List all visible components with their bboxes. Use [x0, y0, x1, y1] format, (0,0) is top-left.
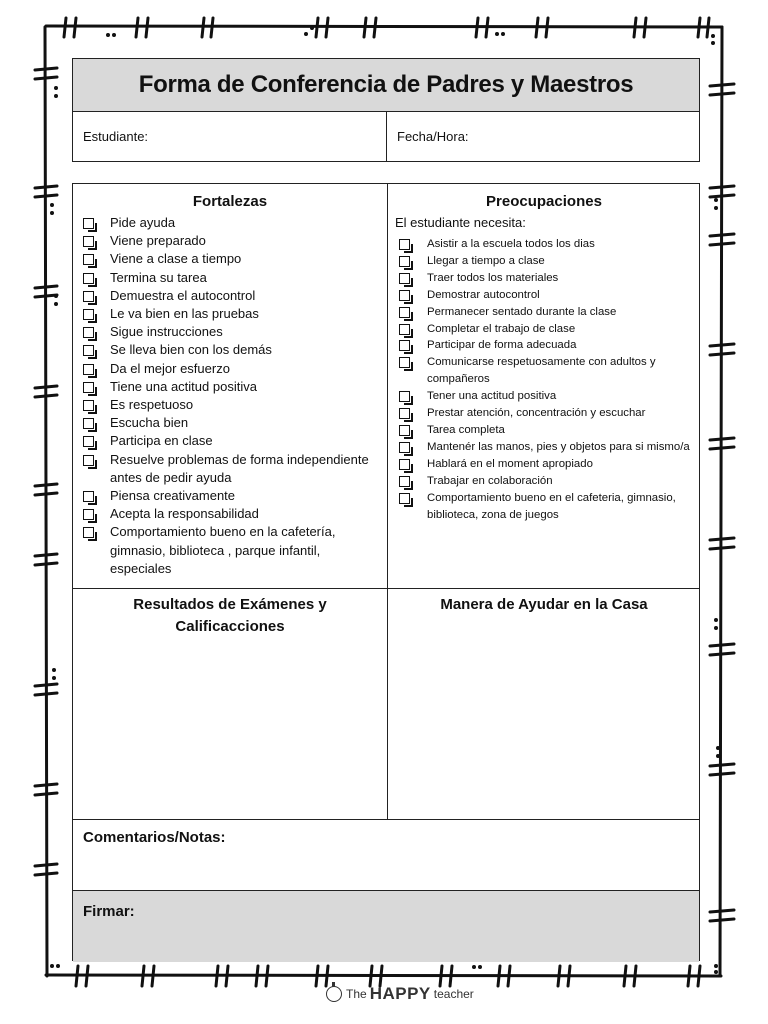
- list-item[interactable]: Tarea completa: [399, 422, 693, 439]
- list-item[interactable]: Prestar atención, concentración y escuchar: [399, 405, 693, 422]
- checkbox-icon[interactable]: [399, 239, 410, 250]
- checkbox-icon[interactable]: [83, 382, 94, 393]
- checkbox-icon[interactable]: [399, 307, 410, 318]
- list-item[interactable]: Hablará en el moment apropiado: [399, 456, 693, 473]
- checkbox-icon[interactable]: [399, 408, 410, 419]
- checkbox-icon[interactable]: [83, 327, 94, 338]
- list-item[interactable]: Permanecer sentado durante la clase: [399, 304, 693, 321]
- checkbox-icon[interactable]: [83, 345, 94, 356]
- checkbox-icon[interactable]: [83, 527, 94, 538]
- results-heading-line1: Resultados de Exámenes y: [133, 596, 327, 613]
- list-item[interactable]: Mantenér las manos, pies y objetos para si mismo/a: [399, 439, 693, 456]
- brand-prefix: The: [346, 987, 367, 1001]
- list-item[interactable]: Tener una actitud positiva: [399, 388, 693, 405]
- list-item[interactable]: Piensa creativamente: [83, 487, 373, 505]
- checkbox-icon[interactable]: [83, 509, 94, 520]
- brand-name: HAPPY: [369, 984, 431, 1003]
- checkbox-icon[interactable]: [399, 324, 410, 335]
- results-heading: [73, 594, 387, 638]
- preocupaciones-list: [399, 236, 693, 523]
- date-time-label: Fecha/Hora:: [397, 129, 469, 144]
- list-item[interactable]: Acepta la responsabilidad: [83, 505, 373, 523]
- checkbox-icon[interactable]: [399, 459, 410, 470]
- list-item[interactable]: Traer todos los materiales: [399, 270, 693, 287]
- preocupaciones-heading: Preocupaciones: [486, 193, 602, 210]
- fortalezas-list: [83, 214, 373, 578]
- row-divider-2: [73, 819, 699, 820]
- list-item[interactable]: Comunicarse respetuosamente con adultos y compañeros: [399, 354, 693, 388]
- checkbox-icon[interactable]: [399, 476, 410, 487]
- checkbox-icon[interactable]: [399, 290, 410, 301]
- checkbox-icon[interactable]: [399, 442, 410, 453]
- list-item[interactable]: Llegar a tiempo a clase: [399, 253, 693, 270]
- checkbox-icon[interactable]: [83, 436, 94, 447]
- preocupaciones-intro: El estudiante necesita:: [395, 215, 526, 230]
- brand-logo: [326, 984, 474, 1004]
- student-label: Estudiante:: [83, 129, 149, 144]
- results-heading-line2: Calificacciones: [175, 618, 285, 635]
- conference-grid: [72, 183, 700, 961]
- list-item[interactable]: Sigue instrucciones: [83, 323, 373, 341]
- list-item[interactable]: Da el mejor esfuerzo: [83, 360, 373, 378]
- list-item[interactable]: Comportamiento bueno en el cafeteria, gimnasio, biblioteca, zona de juegos: [399, 490, 693, 524]
- list-item[interactable]: Participa en clase: [83, 432, 373, 450]
- header-section: [72, 58, 700, 162]
- date-time-field[interactable]: [387, 111, 699, 162]
- checkbox-icon[interactable]: [83, 364, 94, 375]
- list-item[interactable]: Comportamiento bueno en la cafetería, gimnasio, biblioteca , parque infantil, especiales: [83, 523, 373, 578]
- list-item[interactable]: Completar el trabajo de clase: [399, 321, 693, 338]
- checkbox-icon[interactable]: [83, 291, 94, 302]
- checkbox-icon[interactable]: [83, 455, 94, 466]
- list-item[interactable]: Resuelve problemas de forma independiente antes de pedir ayuda: [83, 451, 373, 487]
- signature-field[interactable]: [73, 890, 699, 962]
- signature-label: Firmar:: [83, 903, 135, 920]
- row-divider-1: [73, 588, 699, 589]
- checkbox-icon[interactable]: [399, 357, 410, 368]
- checkbox-icon[interactable]: [399, 273, 410, 284]
- checkbox-icon[interactable]: [83, 218, 94, 229]
- comments-label: Comentarios/Notas:: [83, 829, 226, 846]
- list-item[interactable]: Termina su tarea: [83, 269, 373, 287]
- checkbox-icon[interactable]: [399, 493, 410, 504]
- fortalezas-heading: Fortalezas: [192, 193, 268, 210]
- column-divider: [387, 184, 388, 820]
- info-row: [73, 111, 699, 162]
- list-item[interactable]: Viene preparado: [83, 232, 373, 250]
- list-item[interactable]: Es respetuoso: [83, 396, 373, 414]
- list-item[interactable]: Escucha bien: [83, 414, 373, 432]
- list-item[interactable]: Pide ayuda: [83, 214, 373, 232]
- checkbox-icon[interactable]: [83, 418, 94, 429]
- list-item[interactable]: Se lleva bien con los demás: [83, 341, 373, 359]
- list-item[interactable]: Tiene una actitud positiva: [83, 378, 373, 396]
- page-title: Forma de Conferencia de Padres y Maestros: [73, 59, 699, 112]
- list-item[interactable]: Trabajar en colaboración: [399, 473, 693, 490]
- checkbox-icon[interactable]: [83, 236, 94, 247]
- list-item[interactable]: Asistir a la escuela todos los dias: [399, 236, 693, 253]
- checkbox-icon[interactable]: [83, 309, 94, 320]
- list-item[interactable]: Demuestra el autocontrol: [83, 287, 373, 305]
- home-help-heading: Manera de Ayudar en la Casa: [440, 596, 648, 613]
- checkbox-icon[interactable]: [83, 491, 94, 502]
- checkbox-icon[interactable]: [399, 340, 410, 351]
- apple-icon: [326, 986, 342, 1002]
- list-item[interactable]: Demostrar autocontrol: [399, 287, 693, 304]
- list-item[interactable]: Participar de forma adecuada: [399, 337, 693, 354]
- checkbox-icon[interactable]: [83, 273, 94, 284]
- checkbox-icon[interactable]: [399, 256, 410, 267]
- checkbox-icon[interactable]: [399, 391, 410, 402]
- checkbox-icon[interactable]: [399, 425, 410, 436]
- student-field[interactable]: [73, 111, 387, 162]
- list-item[interactable]: Le va bien en las pruebas: [83, 305, 373, 323]
- checkbox-icon[interactable]: [83, 254, 94, 265]
- checkbox-icon[interactable]: [83, 400, 94, 411]
- list-item[interactable]: Viene a clase a tiempo: [83, 250, 373, 268]
- brand-suffix: teacher: [433, 987, 474, 1001]
